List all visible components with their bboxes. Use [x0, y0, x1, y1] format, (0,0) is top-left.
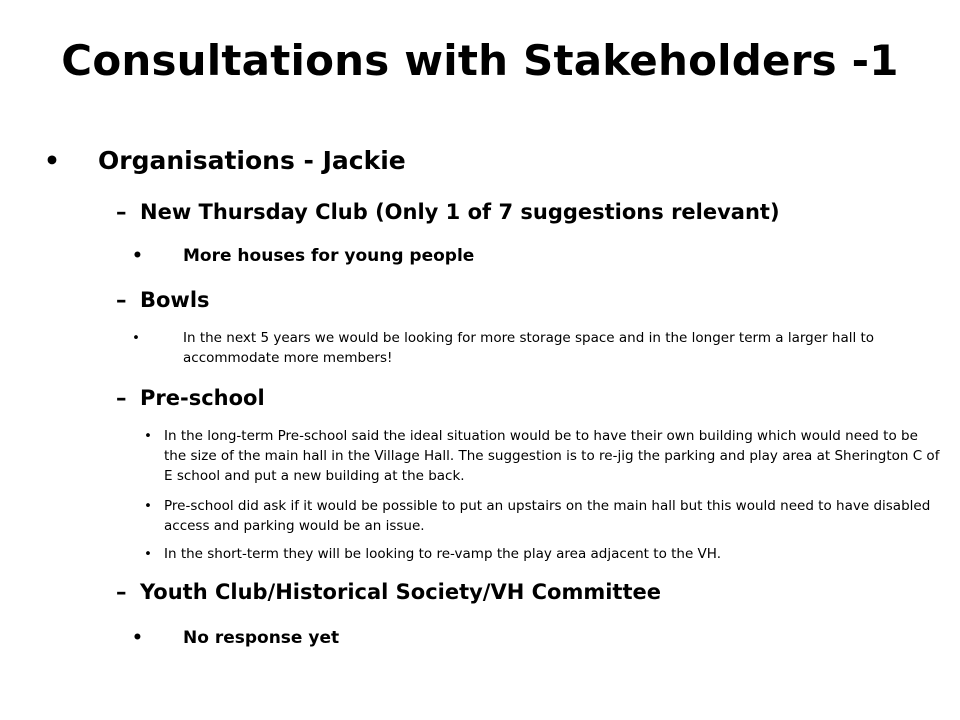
bullet-marker: •: [144, 498, 152, 514]
list-item: In the next 5 years we would be looking for more storage space and in the longer term a larger hall to accommodate more members!: [183, 330, 875, 366]
list-item: More houses for young people: [183, 246, 475, 266]
dash-marker: –: [116, 386, 127, 410]
bullet-marker: •: [144, 428, 152, 444]
dash-marker: –: [116, 580, 127, 604]
dash-marker: –: [116, 288, 127, 312]
group-heading: Pre-school: [140, 386, 265, 410]
dash-marker: –: [116, 200, 127, 224]
slide-title: Consultations with Stakeholders -1: [61, 36, 899, 85]
bullet-marker: •: [144, 546, 152, 562]
bullet-marker: •: [132, 628, 143, 648]
level1-item: Organisations - Jackie: [98, 146, 406, 175]
list-item: In the short-term they will be looking to re-vamp the play area adjacent to the VH.: [164, 546, 722, 562]
bullet-marker: •: [132, 330, 140, 346]
bullet-marker: •: [132, 246, 143, 266]
group-heading: Youth Club/Historical Society/VH Committee: [140, 580, 661, 604]
list-item: No response yet: [183, 628, 340, 648]
group-heading: Bowls: [140, 288, 210, 312]
bullet-marker: •: [44, 146, 60, 175]
list-item: In the long-term Pre-school said the ideal situation would be to have their own building which would need to be the size of the main hall in the Village Hall. The suggestion is to re-jig the parking and play area at Sherington C of E school and put a new building at the back.: [164, 428, 940, 484]
list-item: Pre-school did ask if it would be possible to put an upstairs on the main hall but this would need to have disabled access and parking would be an issue.: [164, 498, 931, 534]
group-heading: New Thursday Club (Only 1 of 7 suggestions relevant): [140, 200, 780, 224]
